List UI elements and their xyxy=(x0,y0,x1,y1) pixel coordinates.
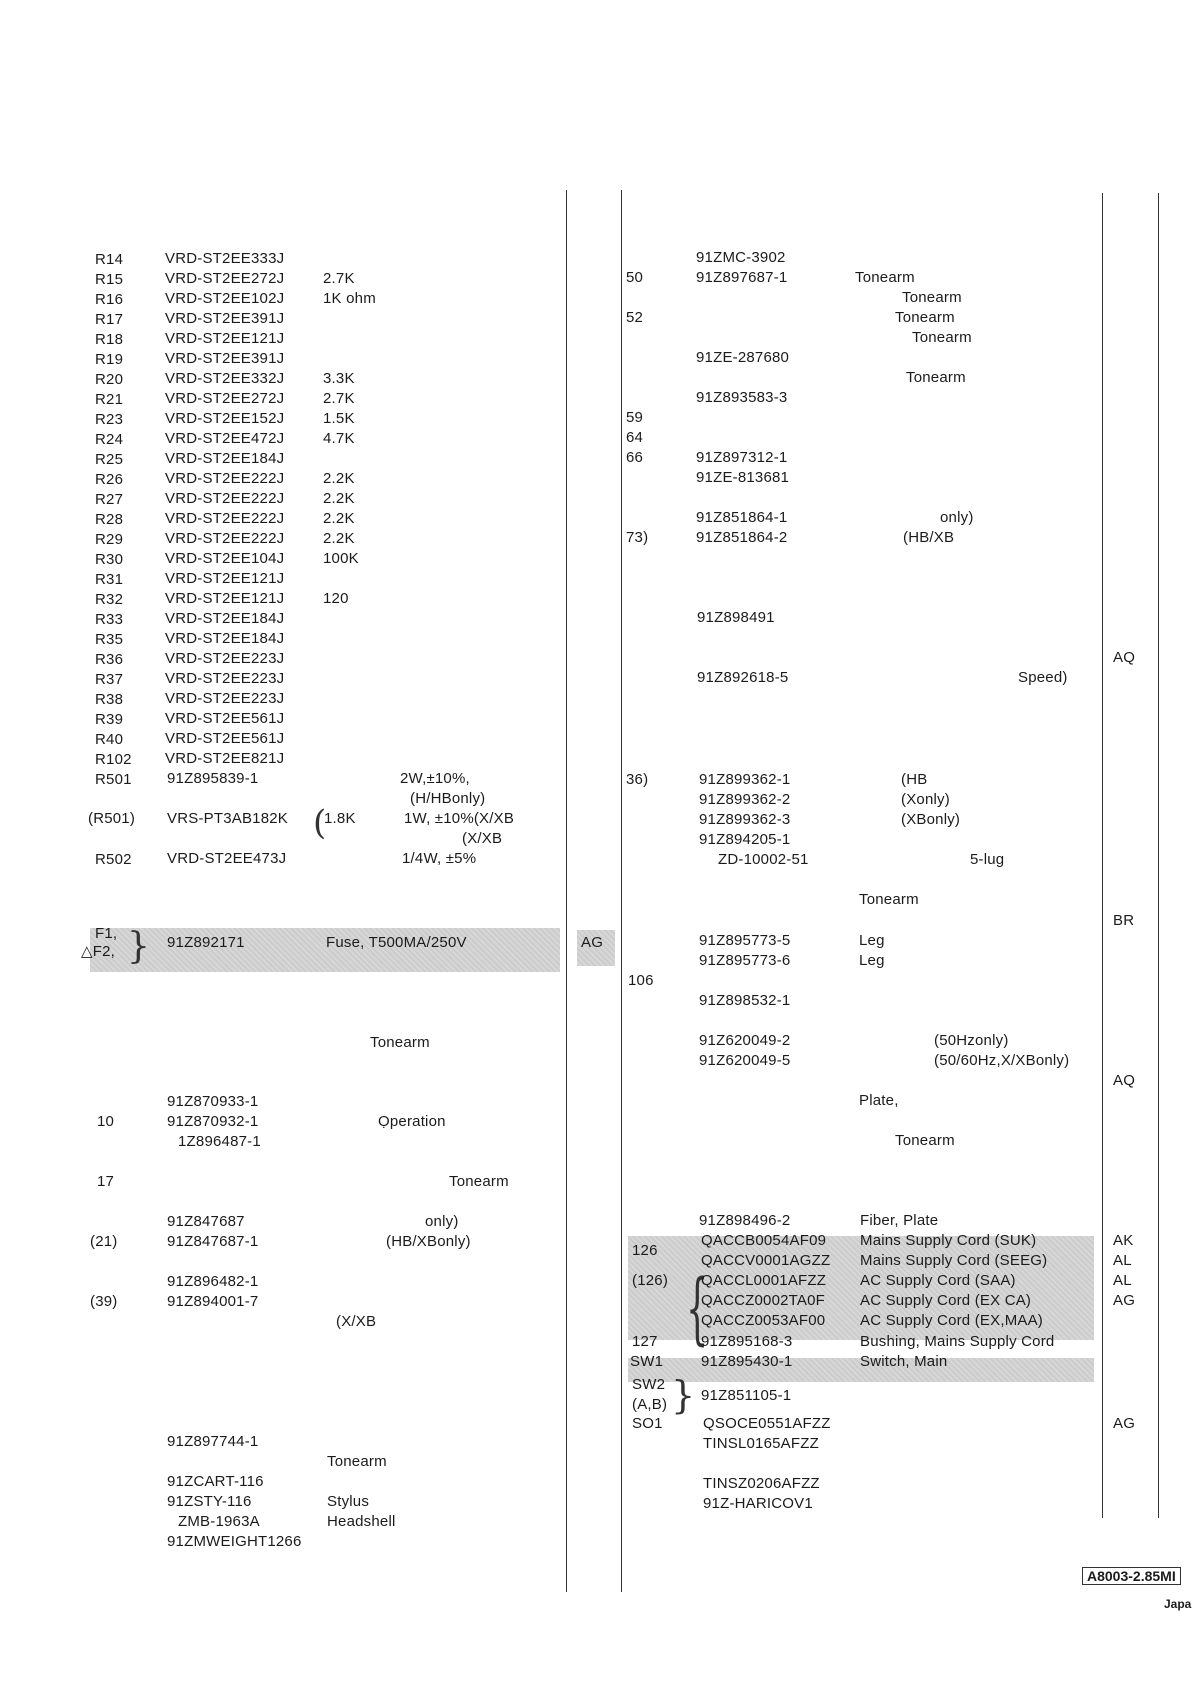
left-part: VRD-ST2EE473J xyxy=(167,850,287,867)
right-ref: SW1 xyxy=(630,1353,664,1370)
right-part: 91Z895430-1 xyxy=(701,1353,793,1370)
left-ref: R27 xyxy=(95,491,124,508)
right-part: QACCZ0053AF00 xyxy=(701,1312,826,1329)
left-desc: 4.7K xyxy=(323,430,355,447)
right-ref: 73) xyxy=(626,529,649,546)
left-ref: R39 xyxy=(95,711,124,728)
left-note: Tonearm xyxy=(370,1034,430,1051)
left-part: 91Z870932-1 xyxy=(167,1113,259,1130)
left-part: VRD-ST2EE223J xyxy=(165,670,285,687)
left-ref: F1, xyxy=(95,925,118,942)
left-part: 91Z894001-7 xyxy=(167,1293,259,1310)
right-code: AL xyxy=(1113,1272,1132,1289)
right-desc: Speed) xyxy=(1018,669,1068,686)
left-part: VRD-ST2EE184J xyxy=(165,630,285,647)
right-part: 91Z895773-6 xyxy=(699,952,791,969)
left-part: VRD-ST2EE821J xyxy=(165,750,285,767)
right-desc: Tonearm xyxy=(906,369,966,386)
brace-sw2: } xyxy=(671,1373,696,1417)
left-part: VRD-ST2EE121J xyxy=(165,570,285,587)
document-code: A8003-2.85MI xyxy=(1087,1568,1176,1584)
right-ref: 66 xyxy=(626,449,644,466)
right-code: AQ xyxy=(1113,1072,1136,1089)
column-divider-center xyxy=(621,190,622,1592)
left-part: VRD-ST2EE121J xyxy=(165,330,285,347)
right-ref: SW2 xyxy=(632,1376,666,1393)
right-part: 91Z892618-5 xyxy=(697,669,789,686)
right-ref: 50 xyxy=(626,269,644,286)
right-part: QACCL0001AFZZ xyxy=(701,1272,827,1289)
left-part: 1Z896487-1 xyxy=(178,1133,261,1150)
right-desc: (XBonly) xyxy=(901,811,961,828)
safety-band-fuse xyxy=(90,925,560,972)
left-note: 1W, ±10%(X/XB xyxy=(404,810,515,827)
right-part: 91Z898496-2 xyxy=(699,1212,791,1229)
right-desc: Mains Supply Cord (SEEG) xyxy=(860,1252,1048,1269)
left-note: only) xyxy=(425,1213,459,1230)
left-note: 1/4W, ±5% xyxy=(402,850,477,867)
right-desc: Mains Supply Cord (SUK) xyxy=(860,1232,1037,1249)
left-desc: 2.2K xyxy=(323,490,355,507)
left-desc: 2.7K xyxy=(323,270,355,287)
left-desc: 120 xyxy=(323,590,349,607)
right-part: 91Z895168-3 xyxy=(701,1333,793,1350)
right-part: 91Z-HARICOV1 xyxy=(703,1495,813,1512)
left-ref: R31 xyxy=(95,571,124,588)
right-part: 91Z851105-1 xyxy=(701,1387,792,1404)
right-part: 91Z899362-1 xyxy=(699,771,791,788)
left-ref: R18 xyxy=(95,331,124,348)
left-desc: 1.8K xyxy=(324,810,356,827)
right-desc: (HB xyxy=(901,771,928,788)
left-part: VRD-ST2EE222J xyxy=(165,530,285,547)
left-desc: Headshell xyxy=(327,1513,396,1530)
left-part: VRD-ST2EE121J xyxy=(165,590,285,607)
left-desc: 2.2K xyxy=(323,530,355,547)
left-desc: Fuse, T500MA/250V xyxy=(326,934,467,951)
right-desc: (Xonly) xyxy=(901,791,950,808)
right-part: 91Z620049-5 xyxy=(699,1052,791,1069)
left-desc: 1K ohm xyxy=(323,290,376,307)
right-desc: only) xyxy=(940,509,974,526)
brace-ac-cords: { xyxy=(686,1264,709,1354)
right-ref: SO1 xyxy=(632,1415,663,1432)
right-part: 91Z894205-1 xyxy=(699,831,791,848)
left-part: VRD-ST2EE391J xyxy=(165,350,285,367)
right-part: TINSL0165AFZZ xyxy=(703,1435,819,1452)
right-desc: Fiber, Plate xyxy=(860,1212,939,1229)
right-part: 91Z898491 xyxy=(697,609,775,626)
left-note: (HB/XBonly) xyxy=(386,1233,471,1250)
left-part: 91Z892171 xyxy=(167,934,245,951)
left-part: VRD-ST2EE223J xyxy=(165,690,285,707)
right-ref: 59 xyxy=(626,409,644,426)
left-part: VRD-ST2EE272J xyxy=(165,390,285,407)
left-desc: 100K xyxy=(323,550,359,567)
left-ref: R33 xyxy=(95,611,124,628)
left-part: 91Z896482-1 xyxy=(167,1273,259,1290)
right-ref: 127 xyxy=(632,1333,658,1350)
left-part: 91Z847687-1 xyxy=(167,1233,259,1250)
right-desc: Tonearm xyxy=(895,309,955,326)
left-part: VRD-ST2EE561J xyxy=(165,730,285,747)
right-ref: 64 xyxy=(626,429,644,446)
left-part: 91ZCART-116 xyxy=(167,1473,264,1490)
left-part: 91Z847687 xyxy=(167,1213,245,1230)
right-desc: Switch, Main xyxy=(860,1353,948,1370)
left-part: VRD-ST2EE391J xyxy=(165,310,285,327)
left-desc: 2.2K xyxy=(323,470,355,487)
right-part: 91Z895773-5 xyxy=(699,932,791,949)
right-part: QACCV0001AGZZ xyxy=(701,1252,831,1269)
left-desc: 3.3K xyxy=(323,370,355,387)
right-desc: (50Hzonly) xyxy=(934,1032,1009,1049)
column-divider-right xyxy=(1158,193,1159,1518)
left-ref: R14 xyxy=(95,251,124,268)
left-ref: R102 xyxy=(95,751,132,768)
right-part: QSOCE0551AFZZ xyxy=(703,1415,831,1432)
left-ref: (R501) xyxy=(88,810,136,827)
right-part: 91ZE-287680 xyxy=(696,349,790,366)
left-ref: R30 xyxy=(95,551,124,568)
right-part: 91Z899362-3 xyxy=(699,811,791,828)
left-desc: 2.7K xyxy=(323,390,355,407)
left-ref: R501 xyxy=(95,771,132,788)
column-divider-left xyxy=(566,190,567,1592)
right-part: 91Z893583-3 xyxy=(696,389,788,406)
left-ref: R21 xyxy=(95,391,124,408)
left-ref: (39) xyxy=(90,1293,118,1310)
right-desc: Tonearm xyxy=(912,329,972,346)
left-part: VRD-ST2EE472J xyxy=(165,430,285,447)
left-ref: R36 xyxy=(95,651,124,668)
left-ref: R502 xyxy=(95,851,132,868)
left-desc: Tonearm xyxy=(327,1453,387,1470)
left-note: (X/XB xyxy=(462,830,503,847)
right-desc: Leg xyxy=(859,952,885,969)
right-code: AQ xyxy=(1113,649,1136,666)
right-desc: Leg xyxy=(859,932,885,949)
right-part: QACCZ0002TA0F xyxy=(701,1292,826,1309)
left-part: VRD-ST2EE222J xyxy=(165,510,285,527)
right-desc: Tonearm xyxy=(855,269,915,286)
right-desc: AC Supply Cord (SAA) xyxy=(860,1272,1016,1289)
left-part: VRD-ST2EE184J xyxy=(165,450,285,467)
left-ref: R24 xyxy=(95,431,124,448)
right-desc: Tonearm xyxy=(895,1132,955,1149)
left-part: 91Z895839-1 xyxy=(167,770,259,787)
left-ref: R40 xyxy=(95,731,124,748)
left-ref: R19 xyxy=(95,351,124,368)
left-ref: △F2, xyxy=(81,943,116,960)
left-ref: R35 xyxy=(95,631,124,648)
right-code: AK xyxy=(1113,1232,1134,1249)
left-part: VRD-ST2EE102J xyxy=(165,290,285,307)
left-part: ZMB-1963A xyxy=(178,1513,260,1530)
right-desc: (HB/XB xyxy=(903,529,955,546)
left-ref: R16 xyxy=(95,291,124,308)
right-ref: 52 xyxy=(626,309,644,326)
left-ref: R28 xyxy=(95,511,124,528)
right-part: ZD-10002-51 xyxy=(718,851,809,868)
left-desc: Stylus xyxy=(327,1493,370,1510)
right-part: 91Z897312-1 xyxy=(696,449,788,466)
right-part: 91Z851864-2 xyxy=(696,529,788,546)
right-ref: 36) xyxy=(626,771,649,788)
left-desc: 2.2K xyxy=(323,510,355,527)
left-note: 2W,±10%, xyxy=(400,770,470,787)
left-ref: R25 xyxy=(95,451,124,468)
right-ref: 126 xyxy=(632,1242,658,1259)
right-ref: (A,B) xyxy=(632,1396,668,1413)
left-part: 91Z897744-1 xyxy=(167,1433,259,1450)
left-ref: R29 xyxy=(95,531,124,548)
left-note: Tonearm xyxy=(449,1173,509,1190)
left-code: AG xyxy=(581,934,604,951)
left-note: (H/HBonly) xyxy=(410,790,486,807)
print-country: Japa xyxy=(1164,1597,1192,1611)
left-ref: R37 xyxy=(95,671,124,688)
right-desc: Plate, xyxy=(859,1092,899,1109)
left-desc: 1.5K xyxy=(323,410,355,427)
right-code: BR xyxy=(1113,912,1135,929)
left-part: VRD-ST2EE272J xyxy=(165,270,285,287)
right-code: AG xyxy=(1113,1415,1136,1432)
right-ref: (126) xyxy=(632,1272,669,1289)
left-part: VRD-ST2EE104J xyxy=(165,550,285,567)
left-ref: R20 xyxy=(95,371,124,388)
left-part: VRD-ST2EE222J xyxy=(165,490,285,507)
right-part: 91ZMC-3902 xyxy=(696,249,786,266)
right-code: AG xyxy=(1113,1292,1136,1309)
right-part: 91Z851864-1 xyxy=(696,509,788,526)
right-desc: Tonearm xyxy=(859,891,919,908)
document-code-box xyxy=(1082,1567,1181,1585)
right-desc: AC Supply Cord (EX,MAA) xyxy=(860,1312,1043,1329)
right-part: 91Z620049-2 xyxy=(699,1032,791,1049)
right-part: QACCB0054AF09 xyxy=(701,1232,827,1249)
left-ref: 10 xyxy=(97,1113,115,1130)
left-ref: (21) xyxy=(90,1233,118,1250)
left-part: 91ZSTY-116 xyxy=(167,1493,252,1510)
left-ref: R26 xyxy=(95,471,124,488)
left-ref: R32 xyxy=(95,591,124,608)
right-part: TINSZ0206AFZZ xyxy=(703,1475,820,1492)
right-desc: Bushing, Mains Supply Cord xyxy=(860,1333,1055,1350)
left-ref: R15 xyxy=(95,271,124,288)
left-desc: (X/XB xyxy=(336,1313,377,1330)
left-ref: R17 xyxy=(95,311,124,328)
left-ref: R38 xyxy=(95,691,124,708)
right-part: 91Z898532-1 xyxy=(699,992,791,1009)
left-part: VRD-ST2EE332J xyxy=(165,370,285,387)
left-part: VRD-ST2EE223J xyxy=(165,650,285,667)
left-part: VRS-PT3AB182K xyxy=(167,810,288,827)
left-part: VRD-ST2EE333J xyxy=(165,250,285,267)
right-ref: 106 xyxy=(628,972,654,989)
left-note: Ọperation xyxy=(378,1113,446,1130)
left-part: VRD-ST2EE152J xyxy=(165,410,285,427)
left-part: 91ZMWEIGHT1266 xyxy=(167,1533,302,1550)
right-part: 91ZE-813681 xyxy=(696,469,790,486)
left-ref: 17 xyxy=(97,1173,115,1190)
left-part: 91Z870933-1 xyxy=(167,1093,259,1110)
right-part: 91Z897687-1 xyxy=(696,269,788,286)
right-code: AL xyxy=(1113,1252,1132,1269)
left-part: VRD-ST2EE222J xyxy=(165,470,285,487)
left-part: VRD-ST2EE184J xyxy=(165,610,285,627)
right-desc: Tonearm xyxy=(902,289,962,306)
column-divider-code xyxy=(1102,193,1103,1518)
right-desc: (50/60Hz,X/XBonly) xyxy=(934,1052,1070,1069)
right-desc: AC Supply Cord (EX CA) xyxy=(860,1292,1032,1309)
brace-r501: ( xyxy=(313,803,327,843)
right-part: 91Z899362-2 xyxy=(699,791,791,808)
left-ref: R23 xyxy=(95,411,124,428)
right-desc: 5-lug xyxy=(970,851,1005,868)
left-part: VRD-ST2EE561J xyxy=(165,710,285,727)
brace-fuse: } xyxy=(127,926,150,967)
